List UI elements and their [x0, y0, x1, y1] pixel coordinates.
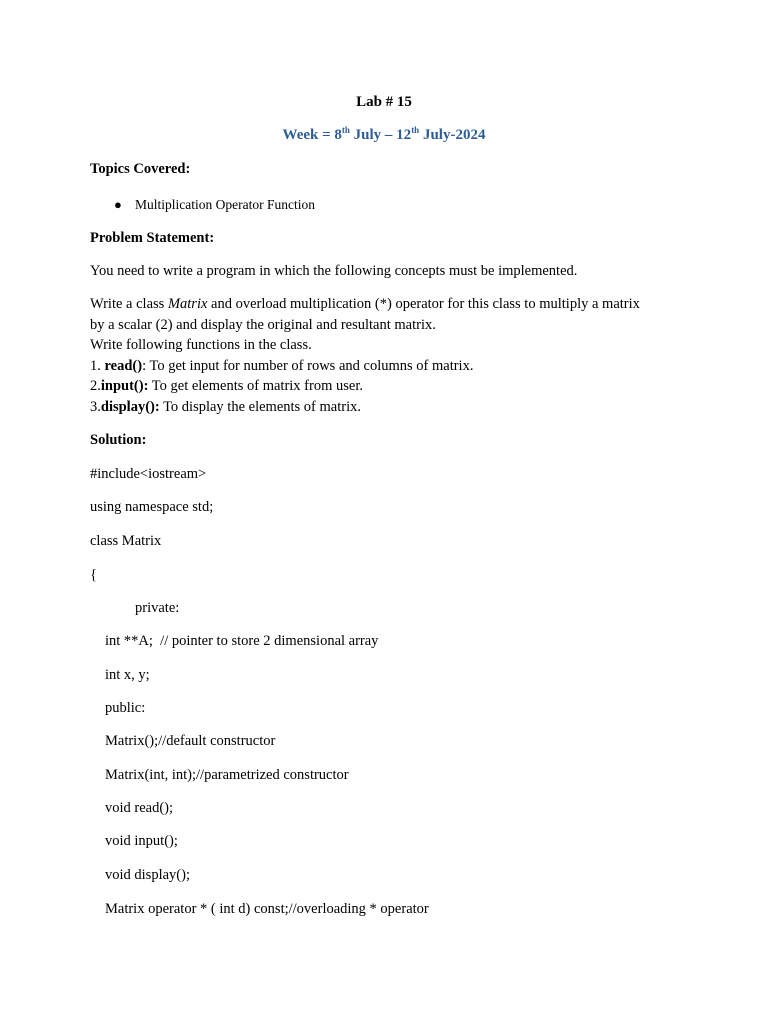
week-prefix: Week = 8	[282, 127, 342, 143]
topics-heading: Topics Covered:	[90, 161, 191, 177]
function-prefix: 1.	[90, 357, 105, 374]
week-line	[0, 126, 768, 144]
function-text: To display the elements of matrix.	[159, 398, 361, 415]
function-name: read()	[104, 357, 143, 374]
solution-heading: Solution:	[90, 432, 147, 448]
week-sup-2: th	[411, 125, 420, 135]
code-line: class Matrix	[90, 533, 162, 549]
function-item-read	[90, 356, 680, 377]
problem-intro: You need to write a program in which the following concepts must be implemented.	[90, 263, 578, 279]
code-line: int x, y;	[105, 667, 150, 683]
function-text: : To get input for number of rows and columns of matrix.	[142, 357, 474, 374]
desc-line-1	[90, 294, 680, 315]
lab-title: Lab # 15	[356, 94, 412, 110]
code-line: {	[90, 567, 97, 583]
bullet-icon: ●	[114, 197, 122, 212]
code-line: int **A; // pointer to store 2 dimensional array	[105, 633, 379, 649]
function-prefix: 3.	[90, 398, 101, 415]
week-sup-1: th	[341, 125, 350, 135]
week-mid: July – 12	[349, 127, 412, 143]
code-line: void input();	[105, 833, 178, 849]
problem-heading: Problem Statement:	[90, 230, 215, 246]
desc-line-2: by a scalar (2) and display the original and resultant matrix.	[90, 316, 436, 333]
problem-description	[90, 294, 680, 417]
code-line: using namespace std;	[90, 499, 214, 515]
function-prefix: 2.	[90, 378, 101, 394]
desc-class-name: Matrix	[167, 296, 208, 312]
function-item-display	[90, 397, 680, 418]
code-line: void display();	[105, 867, 190, 883]
code-line: Matrix();//default constructor	[105, 733, 276, 749]
code-line: #include<iostream>	[90, 466, 207, 482]
desc-part-1: Write a class	[90, 296, 168, 312]
code-line: Matrix operator * ( int d) const;//overloading * operator	[105, 901, 429, 917]
week-suffix: July-2024	[419, 127, 486, 143]
code-line: private:	[135, 600, 180, 616]
function-item-input	[90, 376, 680, 397]
desc-line-3: Write following functions in the class.	[90, 337, 312, 353]
function-name: input():	[100, 378, 149, 394]
code-line: public:	[105, 700, 146, 716]
topic-item: Multiplication Operator Function	[135, 197, 315, 212]
code-line: Matrix(int, int);//parametrized constructor	[105, 767, 349, 783]
desc-part-2: and overload multiplication (*) operator for this class to multiply a matrix	[207, 296, 640, 312]
code-line: void read();	[105, 800, 174, 816]
function-text: To get elements of matrix from user.	[148, 378, 363, 394]
function-name: display():	[100, 398, 160, 415]
